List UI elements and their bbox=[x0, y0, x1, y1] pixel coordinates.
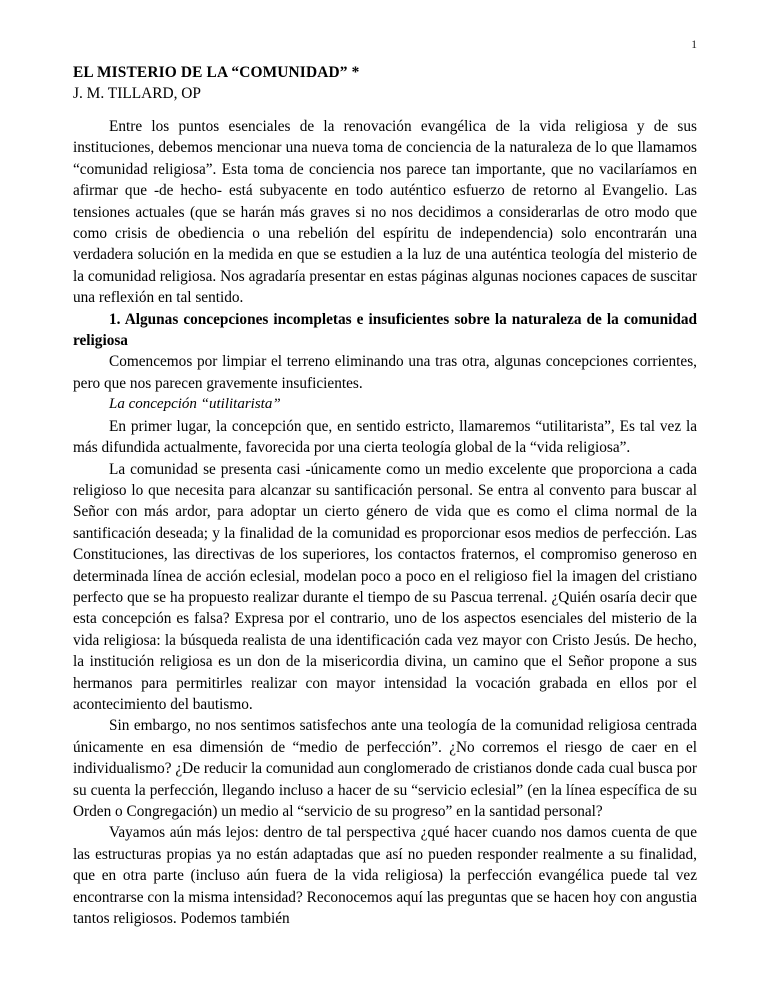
paragraph-individualism-risk: Sin embargo, no nos sentimos satisfechos ante una teología de la comunidad religiosa centrada únicamente en esa dimensión de “medio de perfección”. ¿No corremos el riesgo de caer en el individualismo? ¿De reducir la comunidad aun conglomerado de cristianos donde cada cual busca por su cuenta la perfección, llegando incluso a hacer de su “servicio eclesial” (en la línea específica de su Orden o Congregación) un medio al “servicio de su progreso” en la santidad personal? bbox=[73, 717, 697, 820]
paragraph-intro: Entre los puntos esenciales de la renovación evangélica de la vida religiosa y de sus instituciones, debemos mencionar una nueva toma de conciencia de la naturaleza de lo que llamamos “comunidad religiosa”. Esta toma de conciencia nos parece tan importante, que no vacilaríamos en afirmar que -de hecho- está subyacente en todo auténtico esfuerzo de retorno al Evangelio. Las tensiones actuales (que se harán más graves si no nos decidimos a considerarlas de otro modo que como crisis de obediencia o una rebelión del espíritu de independencia) solo encontrarán una verdadera solución en la medida en que se estudien a la luz de una auténtica teología del misterio de la comunidad religiosa. Nos agradaría presentar en estas páginas algunas nociones capaces de suscitar una reflexión en tal sentido. bbox=[73, 118, 697, 307]
subheading-utilitarian-conception: La concepción “utilitarista” bbox=[109, 396, 281, 413]
page-title: EL MISTERIO DE LA “COMUNIDAD” * bbox=[73, 64, 360, 81]
section-heading-1: 1. Algunas concepciones incompletas e insuficientes sobre la naturaleza de la comunidad religiosa bbox=[73, 310, 697, 350]
page-number: 1 bbox=[691, 39, 697, 51]
paragraph-community-as-means: La comunidad se presenta casi -únicamente como un medio excelente que proporciona a cada religioso lo que necesita para alcanzar su santificación personal. Se entra al convento para buscar al Señor con más ardor, para adoptar un cierto género de vida que es como el clima normal de la santificación deseada; y la finalidad de la comunidad es proporcionar esos medios de perfección. Las Constituciones, las directivas de los superiores, los contactos fraternos, el compromiso generoso en determinada línea de acción eclesial, modelan poco a poco en el religioso fiel la imagen del cristiano perfecto que se ha propuesto realizar durante el tiempo de su Pascua terrenal. ¿Quién osaría decir que esta concepción es falsa? Expresa por el contrario, uno de los aspectos esenciales del misterio de la vida religiosa: la búsqueda realista de una identificación cada vez mayor con Cristo Jesús. De hecho, la institución religiosa es un don de la misericordia divina, un camino que el Señor propone a sus hermanos para permitirles realizar con mayor intensidad la vocación grabada en ellos por el acontecimiento del bautismo. bbox=[73, 460, 697, 713]
document-body bbox=[73, 62, 697, 929]
paragraph-utilitarian-definition: En primer lugar, la concepción que, en sentido estricto, llamaremos “utilitarista”, Es tal vez la más difundida actualmente, favorecida por una cierta teología global de la “vida religiosa”. bbox=[73, 417, 697, 457]
title-body-spacer bbox=[73, 105, 697, 116]
paragraph-clearing-ground: Comencemos por limpiar el terreno eliminando una tras otra, algunas concepciones corrientes, pero que nos parecen gravemente insuficientes. bbox=[73, 353, 697, 392]
paragraph-further-questions: Vayamos aún más lejos: dentro de tal perspectiva ¿qué hacer cuando nos damos cuenta de que las estructuras propias ya no están adaptadas que así no pueden responder realmente a su finalidad, que en otra parte (incluso aún fuera de la vida religiosa) la perfección evangélica puede tal vez encontrarse con la misma intensidad? Reconocemos aquí las preguntas que se hacen hoy con angustia tantos religiosos. Podemos también bbox=[73, 824, 697, 928]
author-line: J. M. TILLARD, OP bbox=[73, 85, 201, 103]
